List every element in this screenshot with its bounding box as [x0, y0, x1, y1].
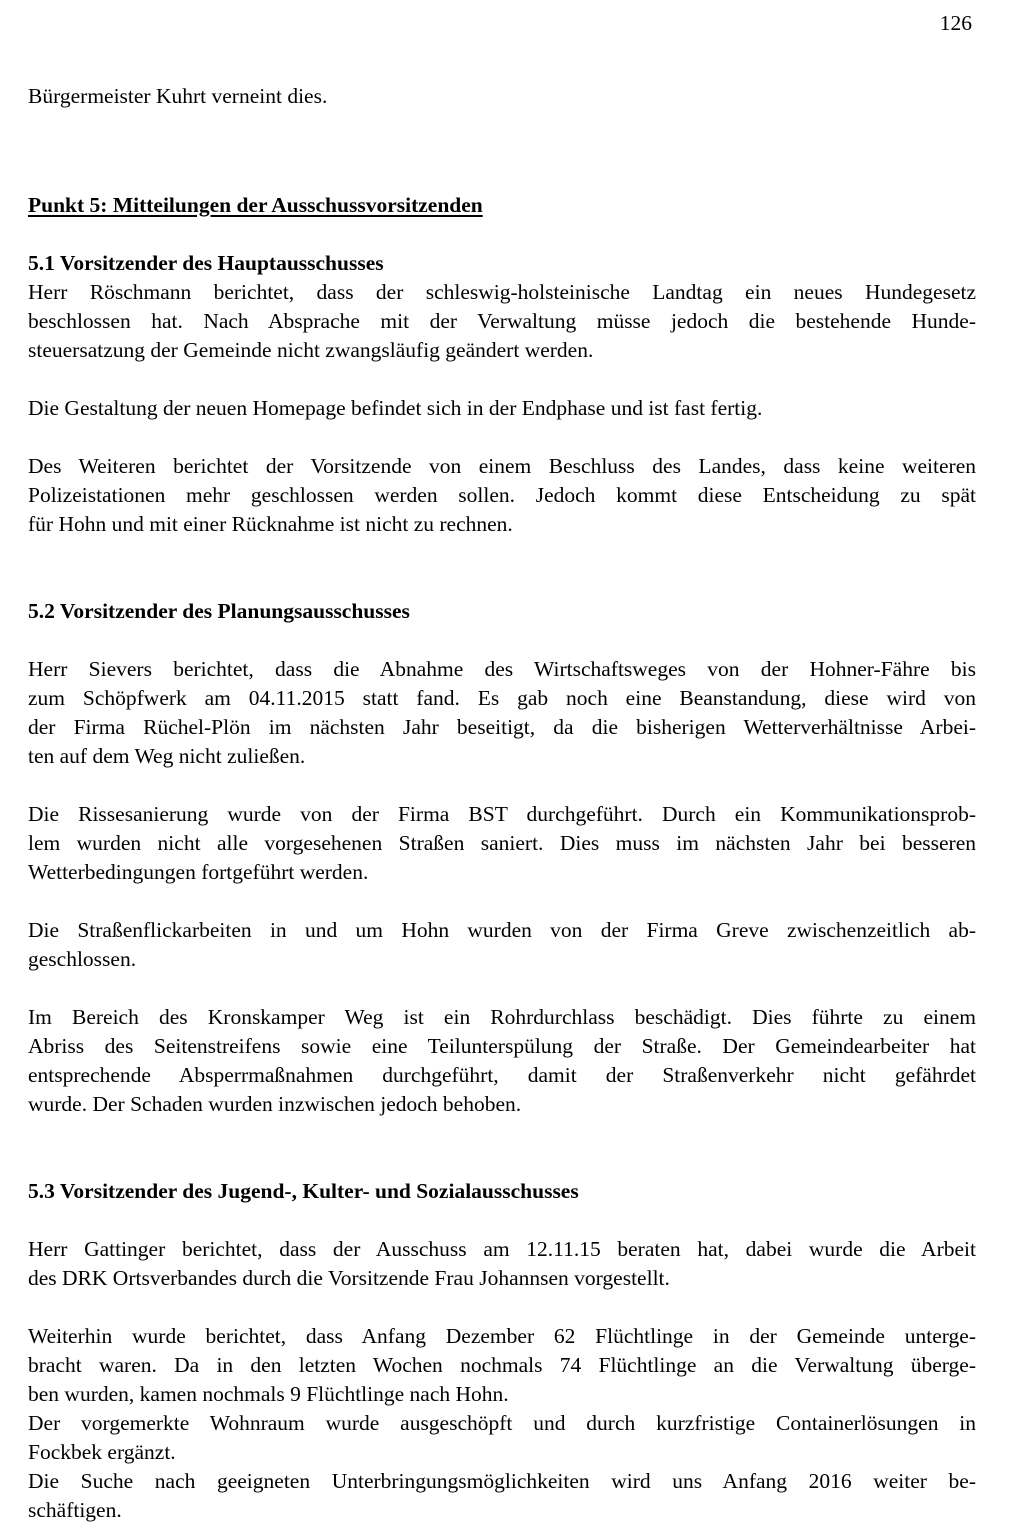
text-line: ten auf dem Weg nicht zuließen.	[28, 744, 306, 768]
section-5-1-paragraph-1	[28, 278, 976, 365]
section-5-2-paragraph-4	[28, 1003, 976, 1119]
text-line: für Hohn und mit einer Rücknahme ist nicht zu rechnen.	[28, 512, 513, 536]
text-line: Abriss des Seitenstreifens sowie eine Teilunterspülung der Straße. Der Gemeindearbeiter hat	[28, 1034, 976, 1058]
text-line: Im Bereich des Kronskamper Weg ist ein Rohrdurchlass beschädigt. Dies führte zu einem	[28, 1005, 976, 1029]
text-line: Die Suche nach geeigneten Unterbringungsmöglichkeiten wird uns Anfang 2016 weiter be-	[28, 1469, 976, 1493]
intro-paragraph	[28, 82, 976, 111]
section-5-2-paragraph-3	[28, 916, 976, 974]
text-line: Des Weiteren berichtet der Vorsitzende von einem Beschluss des Landes, dass keine weiteren	[28, 454, 976, 478]
text-line: geschlossen.	[28, 947, 137, 971]
section-5-1-paragraph-2	[28, 394, 976, 423]
section-5-2-title: 5.2 Vorsitzender des Planungsausschusses	[28, 599, 410, 623]
text-line: Die Rissesanierung wurde von der Firma BST durchgeführt. Durch ein Kommunikationsprob-	[28, 802, 976, 826]
text-line: zum Schöpfwerk am 04.11.2015 statt fand. Es gab noch eine Beanstandung, diese wird von	[28, 686, 976, 710]
text-line: Herr Sievers berichtet, dass die Abnahme des Wirtschaftsweges von der Hohner-Fähre bis	[28, 657, 976, 681]
text-line: lem wurden nicht alle vorgesehenen Straßen saniert. Dies muss im nächsten Jahr bei besseren	[28, 831, 976, 855]
text-line: Polizeistationen mehr geschlossen werden sollen. Jedoch kommt diese Entscheidung zu spät	[28, 483, 976, 507]
text-line: ben wurden, kamen nochmals 9 Flüchtlinge nach Hohn.	[28, 1382, 509, 1406]
text-line: steuersatzung der Gemeinde nicht zwangsläufig geändert werden.	[28, 338, 594, 362]
text-line: des DRK Ortsverbandes durch die Vorsitzende Frau Johannsen vorgestellt.	[28, 1266, 670, 1290]
text-line: Herr Gattinger berichtet, dass der Ausschuss am 12.11.15 beraten hat, dabei wurde die Arbeit	[28, 1237, 976, 1261]
text-line: Wetterbedingungen fortgeführt werden.	[28, 860, 369, 884]
text-line: beschlossen hat. Nach Absprache mit der Verwaltung müsse jedoch die bestehende Hunde-	[28, 309, 976, 333]
section-5-3-paragraph-1	[28, 1235, 976, 1293]
document-body	[28, 82, 976, 1525]
text-line: der Firma Rüchel-Plön im nächsten Jahr beseitigt, da die bisherigen Wetterverhältnisse Arbei-	[28, 715, 976, 739]
page-number: 126	[939, 11, 972, 35]
text-line: Fockbek ergänzt.	[28, 1440, 176, 1464]
text-line: wurde. Der Schaden wurden inzwischen jedoch behoben.	[28, 1092, 522, 1116]
section-5-3-paragraph-2	[28, 1322, 976, 1525]
text-line: Die Straßenflickarbeiten in und um Hohn wurden von der Firma Greve zwischenzeitlich ab-	[28, 918, 976, 942]
text-line: bracht waren. Da in den letzten Wochen nochmals 74 Flüchtlinge an die Verwaltung überge-	[28, 1353, 976, 1377]
text-line: entsprechende Absperrmaßnahmen durchgeführt, damit der Straßenverkehr nicht gefährdet	[28, 1063, 976, 1087]
section-5-3-title: 5.3 Vorsitzender des Jugend-, Kulter- und Sozialausschusses	[28, 1179, 579, 1203]
text-line: Die Gestaltung der neuen Homepage befindet sich in der Endphase und ist fast fertig.	[28, 396, 763, 420]
text-line: Der vorgemerkte Wohnraum wurde ausgeschöpft und durch kurzfristige Containerlösungen in	[28, 1411, 976, 1435]
section-5-2-paragraph-2	[28, 800, 976, 887]
section-5-title: Punkt 5: Mitteilungen der Ausschussvorsitzenden	[28, 193, 483, 217]
text-line: Herr Röschmann berichtet, dass der schleswig-holsteinische Landtag ein neues Hundegesetz	[28, 280, 976, 304]
section-5-1-title: 5.1 Vorsitzender des Hauptausschusses	[28, 251, 384, 275]
section-5-1-paragraph-3	[28, 452, 976, 539]
text-line: Bürgermeister Kuhrt verneint dies.	[28, 84, 328, 108]
text-line: Weiterhin wurde berichtet, dass Anfang Dezember 62 Flüchtlinge in der Gemeinde unterge-	[28, 1324, 976, 1348]
section-5-2-paragraph-1	[28, 655, 976, 771]
text-line: schäftigen.	[28, 1498, 122, 1522]
